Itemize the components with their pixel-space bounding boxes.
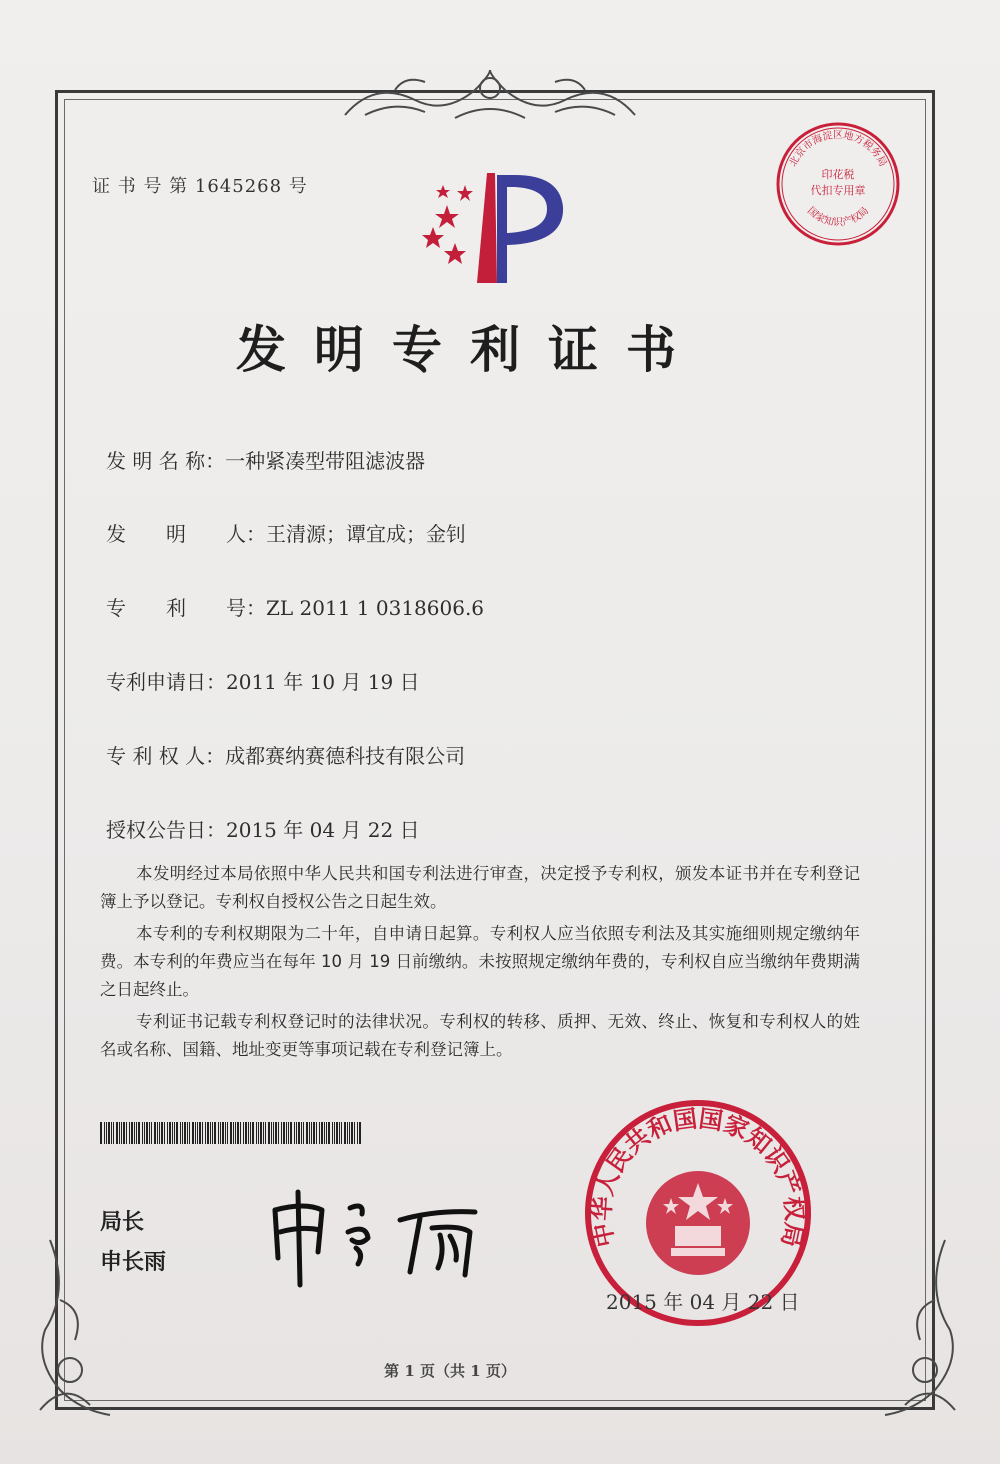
field-value: 一种紧凑型带阻滤波器 (225, 449, 426, 473)
body-paragraph: 本专利的专利权期限为二十年，自申请日起算。专利权人应当依照专利法及其实施细则规定缴纳年费。本专利的年费应当在每年 10 月 19 日前缴纳。未按照规定缴纳年费的，专利权自应当缴纳年费期满之日起终止。 (100, 924, 860, 999)
field-patent-number (106, 592, 484, 621)
body-paragraph: 本发明经过本局依照中华人民共和国专利法进行审查，决定授予专利权，颁发本证书并在专利登记簿上予以登记。专利权自授权公告之日起生效。 (100, 864, 860, 911)
field-value: ZL 2011 1 0318606.6 (266, 596, 485, 620)
page-footer: 第 1 页（共 1 页） (384, 1362, 516, 1380)
patent-office-logo-icon (415, 165, 575, 290)
tax-stamp-line1: 印花税 (821, 168, 855, 181)
tax-stamp-line2: 代扣专用章 (810, 184, 866, 197)
field-value: 2015 年 04 月 22 日 (226, 818, 420, 842)
certificate-number: 证 书 号 第 1645268 号 (92, 176, 308, 197)
field-value: 王清源；谭宜成；金钊 (266, 522, 466, 546)
field-label: 发 明 人： (106, 522, 266, 546)
field-value: 2011 年 10 月 19 日 (226, 670, 420, 694)
certificate-title: 发明专利证书 (236, 321, 704, 379)
field-label: 专 利 权 人： (106, 744, 226, 768)
field-label: 专利申请日： (106, 670, 226, 694)
tax-stamp-seal-icon (772, 118, 904, 250)
director-title: 局长 (100, 1210, 145, 1235)
field-label: 专 利 号： (106, 596, 266, 620)
director-name: 申长雨 (100, 1250, 167, 1275)
barcode-icon (100, 1122, 362, 1144)
body-paragraph: 专利证书记载专利权登记时的法律状况。专利权的转移、质押、无效、终止、恢复和专利权人的姓名或名称、国籍、地址变更等事项记载在专利登记簿上。 (100, 1012, 860, 1059)
handwritten-signature-icon (260, 1180, 500, 1290)
certificate-body (100, 860, 860, 1068)
field-patentee (106, 740, 465, 769)
field-grant-date (106, 814, 420, 843)
tax-stamp-bottom-text: 国家知识产权局 (804, 205, 872, 229)
field-value: 成都赛纳赛德科技有限公司 (225, 744, 466, 768)
field-inventors (106, 518, 466, 547)
field-label: 发 明 名 称： (106, 449, 226, 473)
field-invention-name (106, 445, 425, 474)
tax-stamp-ring-text: 北京市海淀区地方税务局 (787, 130, 889, 169)
field-label: 授权公告日： (106, 818, 226, 842)
issue-date: 2015 年 04 月 22 日 (606, 1290, 800, 1314)
field-application-date (106, 666, 420, 695)
svg-text:国家知识产权局 (805, 205, 871, 229)
bottom-right-ornament-icon (875, 1230, 965, 1430)
official-seal-ring-text: 中华人民共和国国家知识产权局 (587, 1104, 809, 1250)
top-ornament-icon (335, 60, 645, 130)
